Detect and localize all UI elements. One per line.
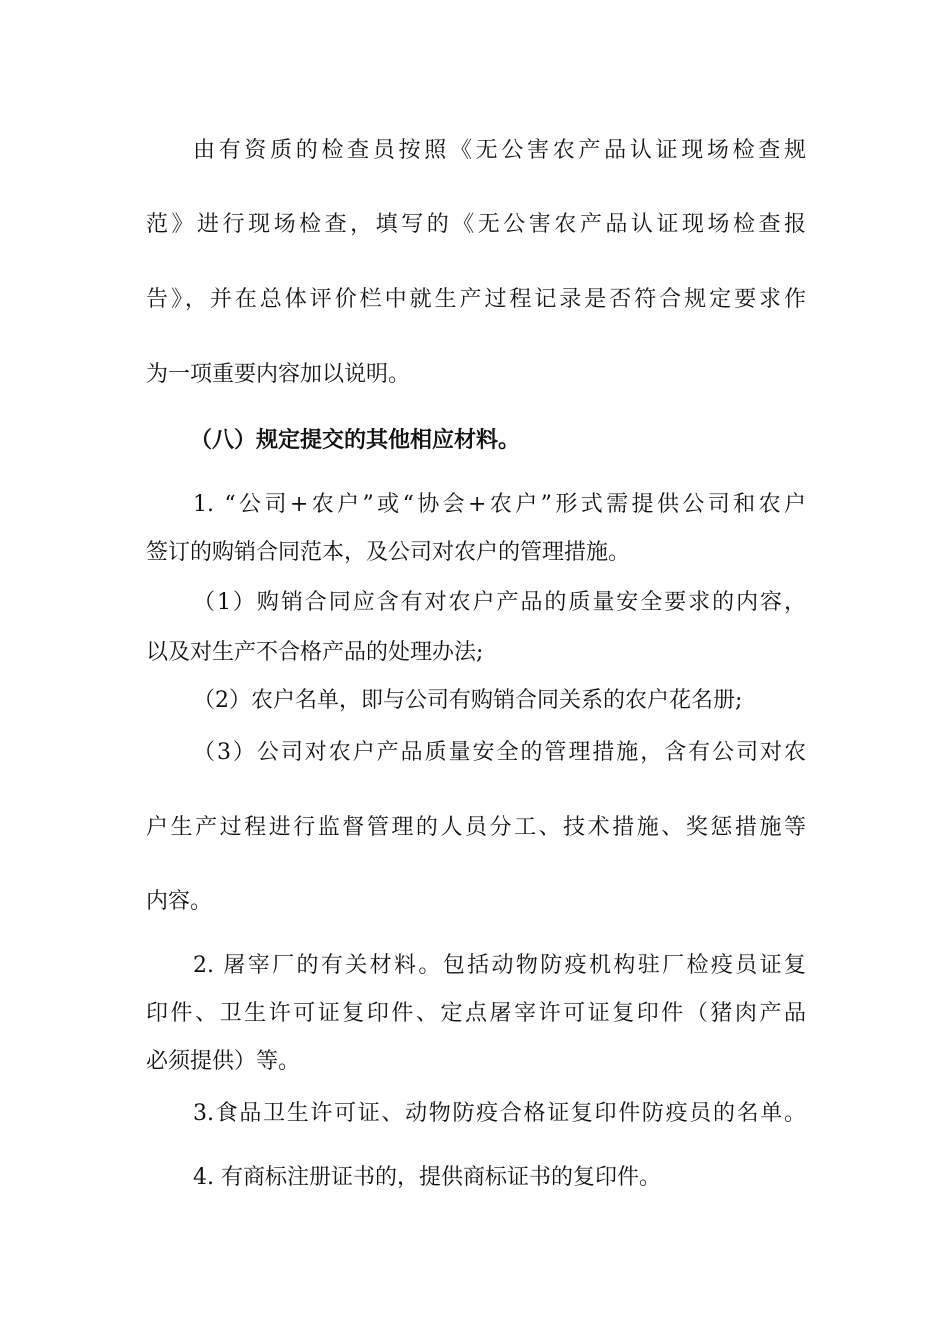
sub-item-2-line-1: （2）农户名单，即与公司有购销合同关系的农户花名册; bbox=[193, 688, 743, 713]
sub-item-3-line-1: （3）公司对农户产品质量安全的管理措施，含有公司对农 bbox=[193, 740, 806, 765]
sub-item-3-line-2: 户生产过程进行监督管理的人员分工、技术措施、奖惩措施等 bbox=[146, 815, 806, 840]
section-heading: （八）规定提交的其他相应材料。 bbox=[190, 427, 521, 453]
paragraph-1-line-1: 由有资质的检查员按照《无公害农产品认证现场检查规 bbox=[193, 138, 806, 163]
sub-item-3-line-3: 内容。 bbox=[146, 889, 213, 914]
item-1-line-2: 签订的购销合同范本，及公司对农户的管理措施。 bbox=[146, 540, 631, 565]
sub-item-1-line-2: 以及对生产不合格产品的处理办法; bbox=[146, 640, 484, 665]
item-2-line-2: 印件、卫生许可证复印件、定点屠宰许可证复印件（猪肉产品 bbox=[146, 1001, 806, 1026]
item-1-line-1: 1. “公司+农户”或“协会+农户”形式需提供公司和农户 bbox=[193, 492, 806, 517]
sub-item-1-line-1: （1）购销合同应含有对农户产品的质量安全要求的内容， bbox=[193, 590, 806, 615]
item-3-line-1: 3.食品卫生许可证、动物防疫合格证复印件防疫员的名单。 bbox=[193, 1101, 806, 1126]
paragraph-1-line-4: 为一项重要内容加以说明。 bbox=[146, 362, 411, 387]
paragraph-1-line-2: 范》进行现场检查，填写的《无公害农产品认证现场检查报 bbox=[146, 212, 806, 237]
item-2-line-3: 必须提供）等。 bbox=[146, 1049, 301, 1074]
paragraph-1-line-3: 告》，并在总体评价栏中就生产过程记录是否符合规定要求作 bbox=[146, 287, 806, 312]
item-2-line-1: 2. 屠宰厂的有关材料。包括动物防疫机构驻厂检疫员证复 bbox=[193, 953, 806, 978]
item-4-line-1: 4. 有商标注册证书的，提供商标证书的复印件。 bbox=[193, 1165, 661, 1190]
